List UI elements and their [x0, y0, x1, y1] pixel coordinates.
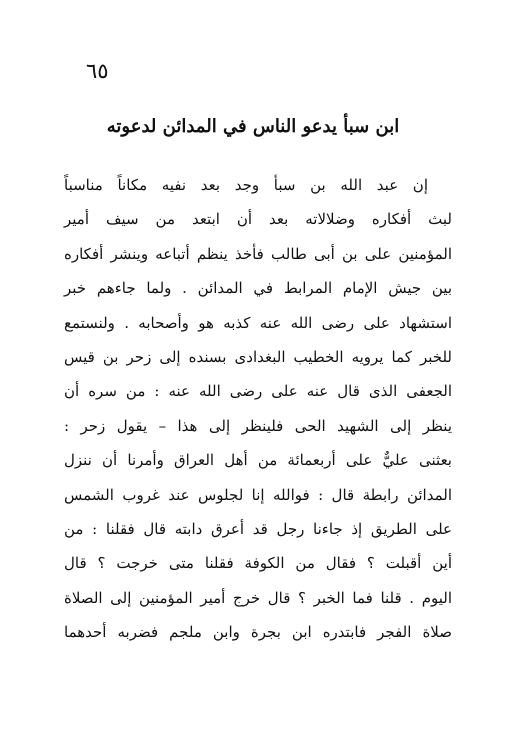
text-line: صلاة الفجر فابتدره ابن بجرة وابن ملجم فضربه أحدهما	[64, 623, 452, 642]
text-line: للخبر كما يرويه الخطيب البغدادى بسنده إلى زحر بن قيس	[64, 347, 452, 366]
text-line: أين أقبلت ؟ فقال من الكوفة فقلنا متى خرجت ؟ قال	[64, 554, 452, 573]
text-line: لبث أفكاره وضلالاته بعد أن ابتعد من سيف أمير	[64, 210, 452, 229]
text-line: اليوم . قلنا فما الخبر ؟ قال خرج أمير المؤمنين إلى الصلاة	[64, 588, 452, 607]
chapter-heading: ابن سبأ يدعو الناس في المدائن لدعوته	[106, 116, 400, 137]
text-line: ينظر إلى الشهيد الحى فلينظر إلى هذا – يقول زحر :	[64, 416, 452, 435]
text-line: المؤمنين على بن أبى طالب فأخذ ينظم أتباعه وينشر أفكاره	[64, 244, 452, 263]
text-line: على الطريق إذ جاءنا رجل قد أعرق دابته قال فقلنا : من	[64, 519, 452, 538]
body-text	[64, 168, 452, 649]
text-line: بين جيش الإمام المرابط في المدائن . ولما جاءهم خبر	[64, 279, 452, 298]
text-line: الجعفى الذى قال عنه على رضى الله عنه : من سره أن	[64, 382, 452, 401]
text-line: بعثنى عليٌّ على أربعمائة من أهل العراق وأمرنا أن ننزل	[64, 451, 452, 470]
text-line: إن عبد الله بن سبأ وجد بعد نفيه مكاناً مناسباً	[64, 176, 428, 194]
page-number: ٦٥	[86, 59, 109, 83]
text-line: المدائن رابطة قال : فوالله إنا لجلوس عند غروب الشمس	[64, 485, 452, 504]
text-line: استشهاد على رضى الله عنه كذبه هو وأصحابه . ولنستمع	[64, 313, 452, 332]
